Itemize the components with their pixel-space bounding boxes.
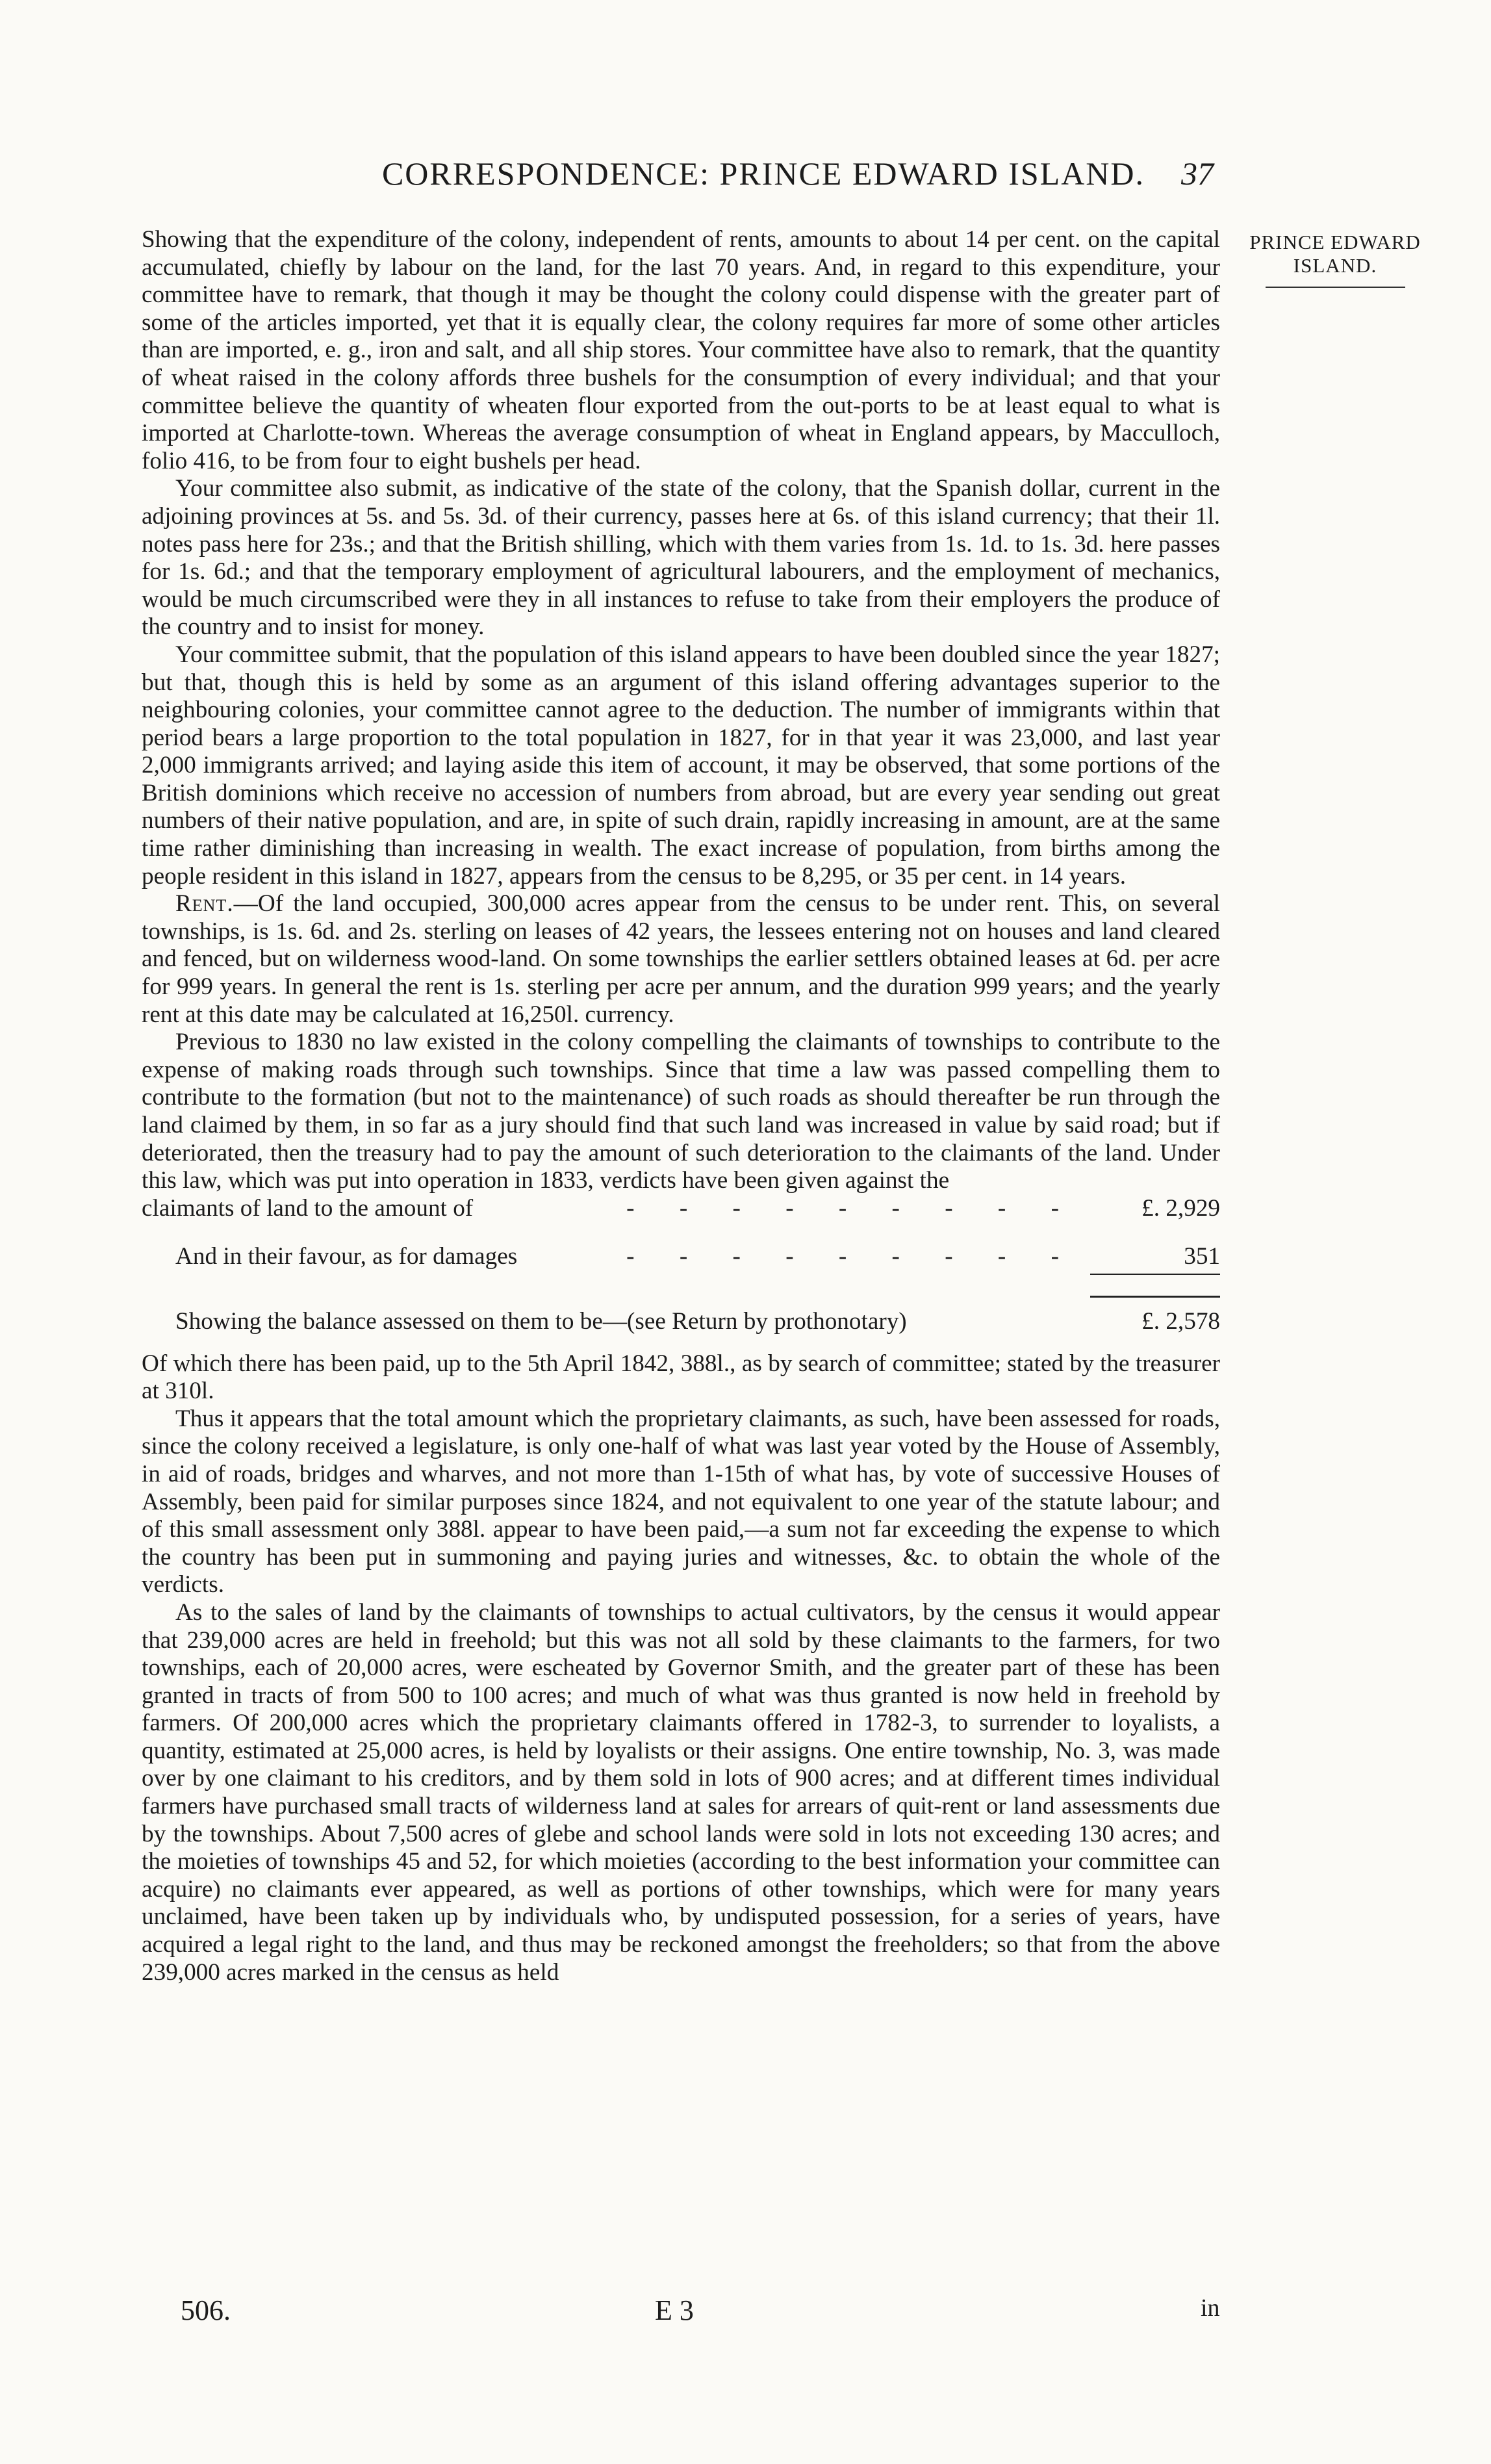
body-text: [142, 226, 1220, 1986]
running-head: CORRESPONDENCE: PRINCE EDWARD ISLAND.: [381, 155, 1145, 192]
leader-dots: - - - - - - - - -: [626, 1194, 1078, 1222]
amount-damages: 351: [1090, 1243, 1220, 1275]
document-number: 506.: [181, 2294, 231, 2326]
paragraph-roads: [142, 1029, 1220, 1195]
margin-rule: [1266, 287, 1405, 288]
paragraph-paid: Of which there has been paid, up to the 5th April 1842, 388l., as by search of committee; stated by the treasurer at 310l.: [142, 1350, 1220, 1405]
paragraph-sales: As to the sales of land by the claimants of townships to actual cultivators, by the census it would appear that 239,000 acres are held in freehold; but this was not all sold by these claimants to the farmers, for two townships, each of 20,000 acres, were escheated by Governor Smith, and the greater part of these has been granted in tracts of from 500 to 100 acres; and much of what was thus granted is now held in freehold by farmers. Of 200,000 acres which the proprietary claimants offered in 1782-3, to surrender to loyalists, a quantity, estimated at 25,000 acres, is held by loyalists or their assigns. One entire township, No. 3, was made over by one claimant to his creditors, and by them sold in lots of 900 acres; and at different times individual farmers have purchased small tracts of wilderness land at sales for arrears of quit-rent or land assessments due by the townships. About 7,500 acres of glebe and school lands were sold in lots not exceeding 130 acres; and the moieties of townships 45 and 52, for which moieties (according to the best information your committee can acquire) no claimants ever appeared, as well as portions of other townships, which were for many years unclaimed, have been taken up by individuals who, by undisputed possession, for a series of years, have acquired a legal right to the land, and thus may be reckoned amongst the freeholders; so that from the above 239,000 acres marked in the census as held: [142, 1598, 1220, 1986]
amounts-table: [142, 1243, 1220, 1335]
amount-label-damages: And in their favour, as for damages: [175, 1243, 518, 1270]
rent-text: —Of the land occupied, 300,000 acres appear from the census to be under rent. This, on several townships, is 1s. 6d. and 2s. sterling on leases of 42 years, the lessees entering not on houses and land cleared and fenced, but on wilderness wood-land. On some townships the earlier settlers obtained leases at 6d. per acre for 999 years. In general the rent is 1s. sterling per acre per annum, and the duration 999 years; and the yearly rent at this date may be calculated at 16,250l. currency.: [142, 890, 1220, 1028]
page-number: 37: [1181, 155, 1214, 192]
paragraph-expenditure: Showing that the expenditure of the colony, independent of rents, amounts to about 14 per cent. on the capital accumulated, chiefly by labour on the land, for the last 70 years. And, in regard to this expenditure, your committee have to remark, that though it may be thought the colony could dispense with the greater part of some of the articles imported, yet that it is equally clear, the colony requires far more of some other articles than are imported, e. g., iron and salt, and all ship stores. Your committee have also to remark, that the quantity of wheat raised in the colony affords three bushels for the consumption of every individual; and that your committee believe the quantity of wheaten flour exported from the out-ports to be at least equal to what is imported at Charlotte-town. Whereas the average consumption of wheat in England appears, by Macculloch, folio 416, to be from four to eight bushels per head.: [142, 226, 1220, 474]
amount-row-damages: [175, 1243, 1220, 1275]
rent-heading: Rent.: [175, 890, 234, 918]
amount-label-balance: Showing the balance assessed on them to be—(see Return by prothonotary): [175, 1307, 907, 1335]
margin-note-line-2: ISLAND.: [1293, 254, 1377, 277]
amount-balance: £. 2,578: [1090, 1296, 1220, 1336]
amount-label-claimants: claimants of land to the amount of: [142, 1194, 474, 1222]
paragraph-rent: [142, 890, 1220, 1029]
amount-row-claimants: [142, 1195, 1220, 1223]
paragraph-assessed: Thus it appears that the total amount which the proprietary claimants, as such, have been assessed for roads, since the colony received a legislature, is only one-half of what was last year voted by the House of Assembly, in aid of roads, bridges and wharves, and not more than 1-15th of what has, by vote of successive Houses of Assembly, been paid for similar purposes since 1824, and not equivalent to one year of the statute labour; and of this small assessment only 388l. appear to have been paid,—a sum not far exceeding the expense to which the country has been put in summoning and paying juries and witnesses, &c. to obtain the whole of the verdicts.: [142, 1405, 1220, 1598]
margin-note-line-1: PRINCE EDWARD: [1249, 231, 1421, 253]
amount-claimants: £. 2,929: [1141, 1194, 1220, 1222]
amount-row-balance: [175, 1296, 1220, 1336]
margin-note: [1238, 231, 1433, 288]
paragraph-population: Your committee submit, that the population of this island appears to have been doubled since the year 1827; but that, though this is held by some as an argument of this island offering advantages superior to the neighbouring colonies, your committee cannot agree to the deduction. The number of immigrants within that period bears a large proportion to the total population in 1827, for in that year it was 23,000, and last year 2,000 immigrants arrived; and laying aside this item of account, it may be observed, that some portions of the British dominions which receive no accession of numbers from abroad, but are every year sending out great numbers of their native population, and are, in spite of such drain, rapidly increasing in amount, are at the same time rather diminishing than increasing in wealth. The exact increase of population, from births among the people resident in this island in 1827, appears from the census to be 8,295, or 35 per cent. in 14 years.: [142, 641, 1220, 890]
leader-dots: - - - - - - - - -: [626, 1243, 1078, 1270]
roads-text: Previous to 1830 no law existed in the colony compelling the claimants of townships to contribute to the expense of making roads through such townships. Since that time a law was passed compelling them to contribute to the formation (but not to the maintenance) of such roads as should thereafter be run through the land claimed by them, in so far as a jury should find that such land was increased in value by said road; but if deteriorated, then the treasury had to pay the amount of such deterioration to the claimants of the land. Under this law, which was put into operation in 1833, verdicts have been given against the: [142, 1029, 1220, 1194]
paragraph-currency: Your committee also submit, as indicative of the state of the colony, that the Spanish dollar, current in the adjoining provinces at 5s. and 5s. 3d. of their currency, passes here at 6s. of this island currency; that their 1l. notes pass here for 23s.; and that the British shilling, which with them varies from 1s. 1d. to 1s. 3d. here passes for 1s. 6d.; and that the temporary employment of agricultural labourers, and the employment of mechanics, would be much circumscribed were they in all instances to refuse to take from their employers the produce of the country and to insist for money.: [142, 475, 1220, 641]
signature-mark: E 3: [655, 2294, 694, 2326]
catchword: in: [1201, 2294, 1220, 2322]
